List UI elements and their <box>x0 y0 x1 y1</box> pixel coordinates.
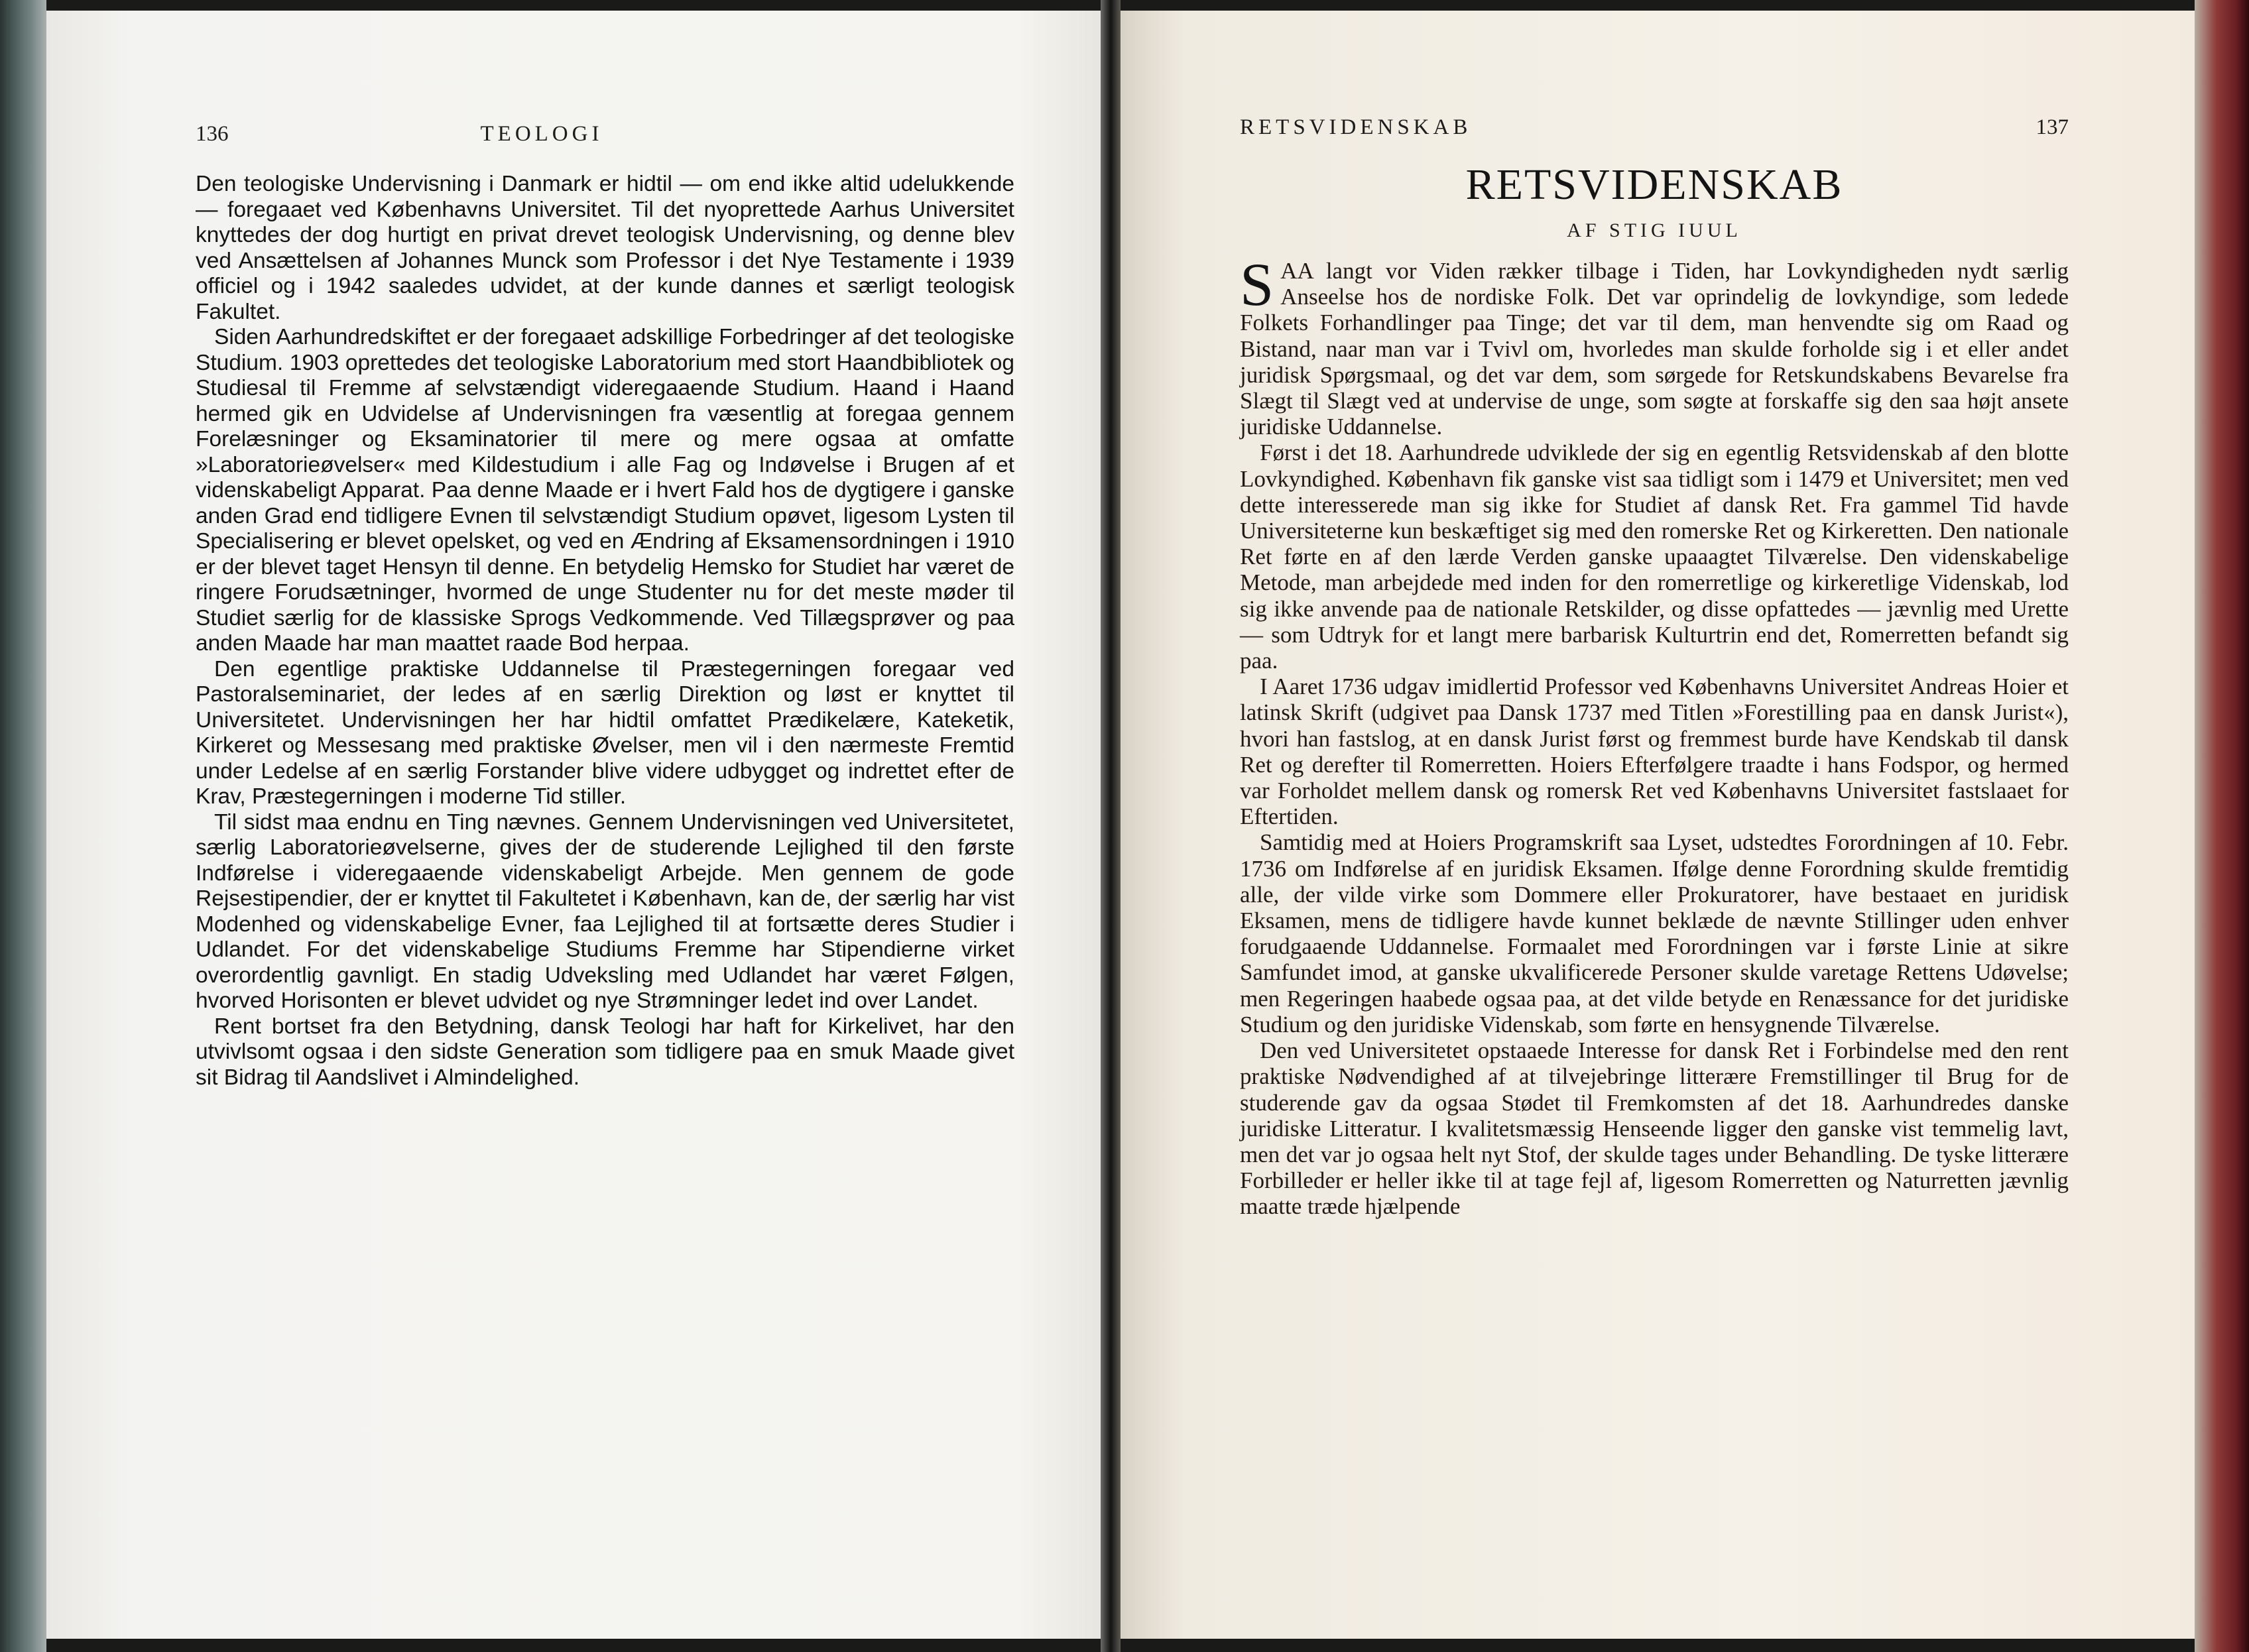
left-paragraph-4: Til sidst maa endnu en Ting nævnes. Gennem Undervisningen ved Universitetet, særlig Laboratorieøvelserne, gives der de studerende Lejlighed til den første Indførelse i videregaaende videnskabeligt Arbejde. Men gennem de gode Rejsestipendier, der er knyttet til Fakultetet i København, kan de, der særlig har vist Modenhed og videnskabelige Evner, faa Lejlighed til at fortsætte deres Studier i Udlandet. For det videnskabelige Studiums Fremme har Stipendierne virket overordentlig gavnligt. En stadig Udveksling med Udlandet har været Følgen, hvorved Horisonten er blevet udvidet og nye Strømninger ledet ind over Landet. <box>196 809 1014 1013</box>
drop-cap: S <box>1240 251 1274 318</box>
book-edge-left <box>0 0 46 1652</box>
right-paragraph-2: Først i det 18. Aarhundrede udviklede der sig en egentlig Retsvidenskab af den blotte Lovkyndighed. København fik ganske vist saa tidligt som i 1479 et Universitet; men ved dette interesserede man sig ikke for Studiet af dansk Ret. Fra gammel Tid havde Universiteterne kun beskæftiget sig med den romerske Ret og Kirkeretten. Den nationale Ret førte en af den lærde Verden ganske upaaagtet Tilværelse. Den videnskabelige Metode, man arbejdede med inden for den romerretlige og kirkeretlige Videnskab, lod sig ikke anvende paa de nationale Retskilder, og disse opfattedes — jævnlig med Urette — som Udtryk for et langt mere barbarisk Kulturtrin end det, Romerretten befandt sig paa. <box>1240 440 2069 674</box>
left-paragraph-5: Rent bortset fra den Betydning, dansk Teologi har haft for Kirkelivet, har den utvivlsomt ogsaa i den sidste Generation som tidligere paa en smuk Maade givet sit Bidrag til Aandslivet i Almindelighed. <box>196 1014 1014 1090</box>
right-page-number: 137 <box>2036 115 2069 139</box>
chapter-title: RETSVIDENSKAB <box>1465 160 1843 209</box>
book-gutter <box>1101 0 1121 1652</box>
right-running-head <box>1240 115 2069 140</box>
left-page-number: 136 <box>196 122 229 146</box>
left-running-head <box>196 122 1014 147</box>
right-page <box>1121 11 2195 1639</box>
right-paragraph-3: I Aaret 1736 udgav imidlertid Professor ved Københavns Universitet Andreas Hoier et latinsk Skrift (udgivet paa Dansk 1737 med Titlen »Forestilling paa en dansk Jurist«), hvori han fastslog, at en dansk Jurist først og fremmest burde have Kendskab til dansk Ret og derefter til Romerretten. Hoiers Efterfølgere traadte i hans Fodspor, og hermed var Forholdet mellem dansk og romersk Ret ved Københavns Universitet fastslaaet for Eftertiden. <box>1240 674 2069 830</box>
left-body-text <box>196 172 1014 1091</box>
right-paragraph-1 <box>1240 251 2069 440</box>
left-page <box>46 11 1101 1639</box>
right-running-title: RETSVIDENSKAB <box>1240 115 1472 139</box>
book-edge-right <box>2195 0 2249 1652</box>
left-paragraph-2: Siden Aarhundredskiftet er der foregaaet adskillige Forbedringer af det teologiske Studium. 1903 oprettedes det teologiske Laboratorium med stort Haandbibliotek og Studiesal til Fremme af selvstændigt videregaaende Studium. Haand i Haand hermed gik en Udvidelse af Undervisningen fra væsentlig at foregaa gennem Forelæsninger og Eksaminatorier til mere og mere ogsaa at omfatte »Laboratorieøvelser« med Kildestudium i alle Fag og Indøvelse i Brugen af et videnskabeligt Apparat. Paa denne Maade er i hvert Fald hos de dygtigere i ganske anden Grad end tidligere Evnen til selvstændigt Studium opøvet, ligesom Lysten til Specialisering er blevet opelsket, og ved en Ændring af Eksamensordningen i 1910 er der blevet taget Hensyn til denne. En betydelig Hemsko for Studiet har været de ringere Forudsætninger, hvormed de unge Studenter nu for det meste møder til Studiet særlig for de klassiske Sprogs Vedkommende. Ved Tillægsprøver og paa anden Maade har man maattet raade Bod herpaa. <box>196 325 1014 656</box>
chapter-byline: AF STIG IUUL <box>1567 219 1742 241</box>
right-paragraph-1-text: AA langt vor Viden rækker tilbage i Tiden, har Lovkyndigheden nydt særlig Anseelse hos de nordiske Folk. Det var oprindelig de lovkyndige, som ledede Folkets Forhandlinger paa Tinge; det var til dem, man henvendte sig om Raad og Bistand, naar man var i Tvivl om, hvorledes man skulde forholde sig i et eller andet juridisk Spørgsmaal, og det var dem, som sørgede for Retskundskabens Bevarelse fra Slægt til Slægt ved at undervise de unge, som søgte at forskaffe sig den saa højt ansete juridiske Uddannelse. <box>1240 258 2069 440</box>
left-paragraph-1: Den teologiske Undervisning i Danmark er hidtil — om end ikke altid udelukkende — foregaaet ved Københavns Universitet. Til det nyoprettede Aarhus Universitet knyttedes der dog hurtigt en privat drevet teologisk Undervisning, og denne blev ved Ansættelsen af Johannes Munck som Professor i det Nye Testamente i 1939 officiel og i 1942 saaledes udvidet, at der kunde dannes et særligt teologisk Fakultet. <box>196 172 1014 324</box>
right-body-text <box>1240 251 2069 1220</box>
left-running-title: TEOLOGI <box>480 122 603 146</box>
right-paragraph-4: Samtidig med at Hoiers Programskrift saa Lyset, udstedtes Forordningen af 10. Febr. 1736 om Indførelse af en juridisk Eksamen. Ifølge denne Forordning skulde fremtidig alle, der vilde virke som Dommere eller Prokuratorer, have bestaaet en juridisk Eksamen, mens de tidligere havde kunnet beklæde de nævnte Stillinger uden enhver forudgaaende Uddannelse. Formaalet med Forordningen var i første Linie at sikre Samfundet imod, at ganske ukvalificerede Personer skulde varetage Rettens Udøvelse; men Regeringen haabede ogsaa paa, at det vilde betyde en Renæssance for det juridiske Studium og den juridiske Videnskab, som førte en hensygnende Tilværelse. <box>1240 829 2069 1037</box>
left-paragraph-3: Den egentlige praktiske Uddannelse til Præstegerningen foregaar ved Pastoralseminariet, der ledes af en særlig Direktion og løst er knyttet til Universitetet. Undervisningen her har hidtil omfattet Prædikelære, Kateketik, Kirkeret og Messesang med praktiske Øvelser, men vil i den nærmeste Fremtid under Ledelse af en særlig Forstander blive videre udbygget og indrettet efter de Krav, Præstegerningen i moderne Tid stiller. <box>196 656 1014 809</box>
right-paragraph-5: Den ved Universitetet opstaaede Interesse for dansk Ret i Forbindelse med den rent praktiske Nødvendighed af at tilvejebringe litterære Fremstillinger til Brug for de studerende gav da ogsaa Stødet til Fremkomsten af det 18. Aarhundredes danske juridiske Litteratur. I kvalitetsmæssig Henseende ligger den ganske vist temmelig lavt, men det var jo ogsaa helt nyt Stof, der skulde tages under Behandling. De tyske litterære Forbilleder er heller ikke til at tage fejl af, ligesom Romerretten og Naturretten jævnlig maatte træde hjælpende <box>1240 1037 2069 1220</box>
